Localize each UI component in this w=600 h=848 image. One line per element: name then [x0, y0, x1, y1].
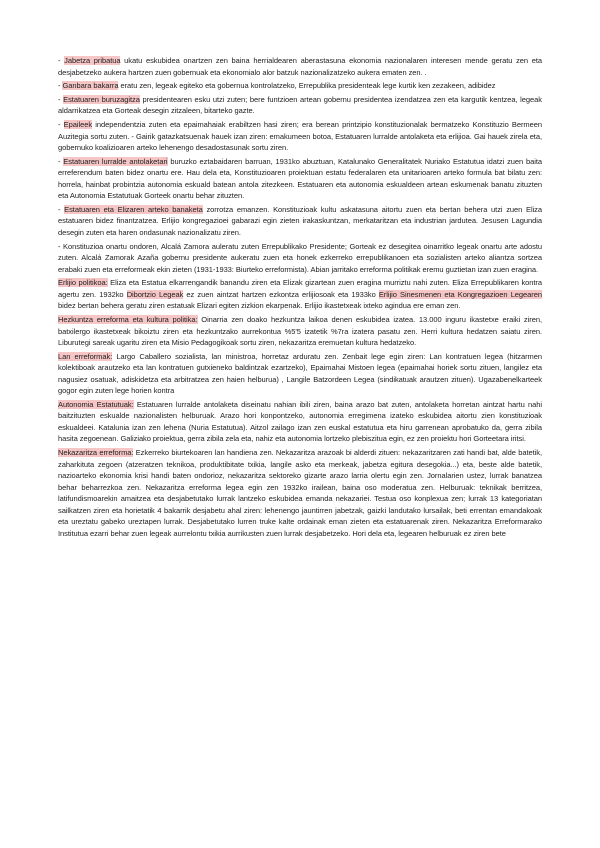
term-label: Epaileek	[63, 120, 93, 130]
bullet-marker: -	[58, 81, 63, 91]
term-label: Ganbara bakarra	[62, 81, 119, 91]
paragraph-text: presidentearen esku utzi zuten; bere funtzioen artean gobernu presidentea izendatzea zen eta kargutik kentzea, legeak aldarrikatzea eta Gorteak desegin zitzaleen, bitarteko gazte.	[58, 94, 542, 116]
paragraph-hezkuntza	[58, 314, 542, 349]
paragraph-text: ukatu eskubidea onartzen zen baina herrialdearen aberastasuna ekonomia nazionalaren interesen mende geratu zen eta desjabetzeko aukera hartzen zuen gobernuak eta ekonomialo alor batzuk nazionalizatzeko aukera ematen zen. .	[58, 56, 543, 77]
paragraph-buruzagitza	[58, 94, 542, 117]
term-label: Lan erreformak:	[58, 351, 113, 361]
document-page	[58, 55, 542, 541]
paragraph-text: independentzia zuten eta epaimahaiak erabiltzen hasi ziren; era berean printzipio konstituzionalak bermatzeko Konstituzio Bermeen Auzitegia sortu zuten. - Gairik gatazkatsuenak hauek izan ziren: emakumeen botoa, Estatuaren lurralde antolaketa eta erlijioa. Gai hauek zirela eta, gobernuko koalizioaren arteko lehenengo desadostasunak sortu ziren.	[58, 120, 542, 153]
bullet-marker: -	[58, 56, 65, 65]
term-label: Jabetza pribatua	[64, 56, 121, 65]
paragraph-text: Eliza eta Estatua elkarrengandik banandu ziren eta Elizak gizartean zuen eragina murriztu nahi zuten. Eliza Errepublikaren kontra agertu zen. 1932ko	[58, 278, 542, 299]
paragraph-eliza	[58, 204, 542, 239]
paragraph-text: bidez bertan behera geratu ziren estatuak Elizari egiten zizkion ekarpenak. Erlijio ikastetxeak ixteko agindua ere eman zen.	[58, 301, 461, 311]
bullet-marker: -	[58, 204, 65, 214]
paragraph-text: Ezkerreko biurtekoaren lan handiena zen. Nekazaritza arazoak bi alderdi zituen: nekazaritzaren zati handi bat, alde batetik, zaharkituta zegoen (atzeratzen teknikoa, produktibitate txikia, langile asko eta merkeak, jabetza egitura desegokia...) eta, beste alde batetik, nazioarteko ekonomia krisi handi baten ondorioz, nekazaritza sektoreko gizarte arazo larria olertu egin zen. Jornalarien ustez, lurrak banatzea behar beharrezkoa zen. Nekazaritza erreforma legea egin zen 1932ko irailean, baina oso moderatua zen. Helburuak: teknikak berritzea, latifundismoarekin amaitzea eta desjabetutako lurrak lantzeko eskubidea emanda nekazariei. Testua oso konplexua zen; lurrak 13 kategoriatan sailkatzen ziren eta horietatik 4 bakarrik desjabetu ahal ziren: lehenengo jauntirren jabetzak, gaizki landutako lursailak, beti errentan emandakoak eta ureztatu gabeko ureztapen lurrak. Desjabetutako lurren truke kalte ordainak eman zieten eta estatuarenak ziren. Nekazaritza Erreformarako Institutua ezarri behar zuen legeak aurrelontu txikia aurrikusten zuen lurrak desjabetzeko. Hori dela eta, legearen helburuak ez ziren bete	[58, 448, 542, 538]
term-label: Nekazaritza erreforma:	[58, 448, 134, 458]
paragraph-autonomia	[58, 399, 542, 445]
paragraph-nekazaritza	[58, 447, 542, 539]
paragraph-epaileek	[58, 119, 542, 154]
paragraph-jabetza	[58, 55, 542, 78]
term-label: Estatuaren buruzagitza	[63, 94, 140, 104]
term-label: Hezkuntza erreforma eta kultura politika:	[58, 315, 198, 324]
inline-term-label: Dibortzio Legeak	[126, 289, 184, 299]
term-label: Autonomia Estatutuak:	[58, 399, 134, 409]
paragraph-ganbara	[58, 80, 542, 92]
inline-term-label: Erlijio Sinesmenen eta Kongregazioen Legearen	[378, 289, 542, 299]
bullet-marker: -	[58, 156, 64, 166]
paragraph-text: ez zuen aintzat hartzen ezkontza erlijiosoak eta 1933ko	[183, 289, 379, 299]
paragraph-erlijio	[58, 277, 542, 312]
paragraph-lan	[58, 351, 542, 397]
paragraph-lurralde	[58, 156, 542, 202]
term-label: Estatuaren eta Elizaren arteko banaketa	[64, 204, 203, 214]
paragraph-text: Konstituzioa onartu ondoren, Alcalá Zamora auleratu zuten Errepublikako Presidente; Gorteak ez desegitea oinarritko legeak onartu arte adostu zuten. Alcalá Zamorak Azaña gobernu presidente aukeratu zuen eta honek ezkerreko errepublikanoen eta sozialisten arteko aliantza sortzea erabaki zuen eta erreformeak ekin zieten (1931-1933: Biurteko erreformista). Abian jarritako erreforma politikak eremu guztietan izan zuen eragina.	[58, 241, 542, 274]
bullet-marker: -	[58, 241, 64, 251]
paragraph-text: Largo Caballero sozialista, lan ministroa, horretaz arduratu zen. Zenbait lege egin ziren: Lan kontratuen legea (hitzarmen kolektiboak arautzeko eta lan kontratuen gutxieneko baldintzak ezartzeko), Epaimahai Mistoen legea (epaimahai horiek sortu zituen, langilez eta nagusiez osatuak, adiskidetza eta arbitratzea zen haien helburua) , Langile Batzordeen Legea (sindikatuak arautzen zituen). Ugazabenelkarteek gogor egin zuten lege horien kontra	[58, 351, 542, 396]
term-label: Erlijio politikoa:	[58, 278, 108, 288]
paragraph-text: Oinarria zen doako hezkuntza laikoa denen eskubidea izatea. 13.000 inguru ikastetxe eraiki ziren, batxilergo ikastetxeak bikoiztu ziren eta hezkuntzako aurrekontua %5'5 izatetik %7ra izatera pasatu zen. Herri kultura hedatzen saiatu ziren. Liburutegi sareak ugaritu ziren eta Misio Pedagogikoak sortu ziren, nekazaritza eremuetan kultura hedatzeko.	[58, 315, 542, 347]
bullet-marker: -	[58, 120, 64, 130]
paragraph-text: buruzko eztabaidaren barruan, 1931ko abuztuan, Katalunako Generalitatek Nuriako Estatutua idatzi zuen baita erreferendum baten bidez onartu ere. Hau dela eta, Konstituzioaren proiektuan estatu federalaren eta unitarioaren arteko formula bat bilatu zen: horrela, hainbat probintzia autonomia eskuald batean antola zitezkeen. Estatuaren eta autonomia eskualdeen artean eskumenak banatu zituzten eta Autonomia Estatutuak Gorteek onartu behar zituzten.	[58, 156, 542, 201]
paragraph-text: zorrotza emanzen. Konstituzioak kultu askatasuna aitortu zuen eta bertan behera utzi zuen Eliza estatuaren bidez finantzatzea. Erlijio kongregazioei gabarazi egin zieten irakaskuntzan, merkataritzan eta industrian jardutea. Jesusen Lagundia desegin zuten eta haren ondasunak nazionalizatu ziren.	[58, 204, 542, 237]
term-label: Estatuaren lurralde antolaketari	[63, 156, 168, 166]
paragraph-konstituzioa	[58, 241, 542, 276]
paragraph-text: Estatuaren lurralde antolaketa diseinatu nahian ibili ziren, baina arazo bat zuten, antolaketa horretan aintzat hartu nahi baitzituzten eskualde nazionalisten helburuak. Arazo hori konpontzeko, autonomia erregimena izateko eskubidea aitortu zien konstituzioak eskualdeei. Katalunia izan zen lehena (Nuria Estatutua). Aitzol zailago izan zen euskal estatutua eta hiru garrenean aprobatuko da, gerra zibila hasita zegoenean. Galiziako proiektua, gerra zibila zela eta, nahiz eta autonomia lortzeko plebiszitua egin, ez zen proiektu hori Gorteetara iritsi.	[58, 399, 542, 444]
paragraph-text: eratu zen, legeak egiteko eta gobernua kontrolatzeko, Errepublika presidenteak lege kurtik ken zezakeen, adibidez	[118, 81, 496, 91]
bullet-marker: -	[58, 94, 64, 104]
